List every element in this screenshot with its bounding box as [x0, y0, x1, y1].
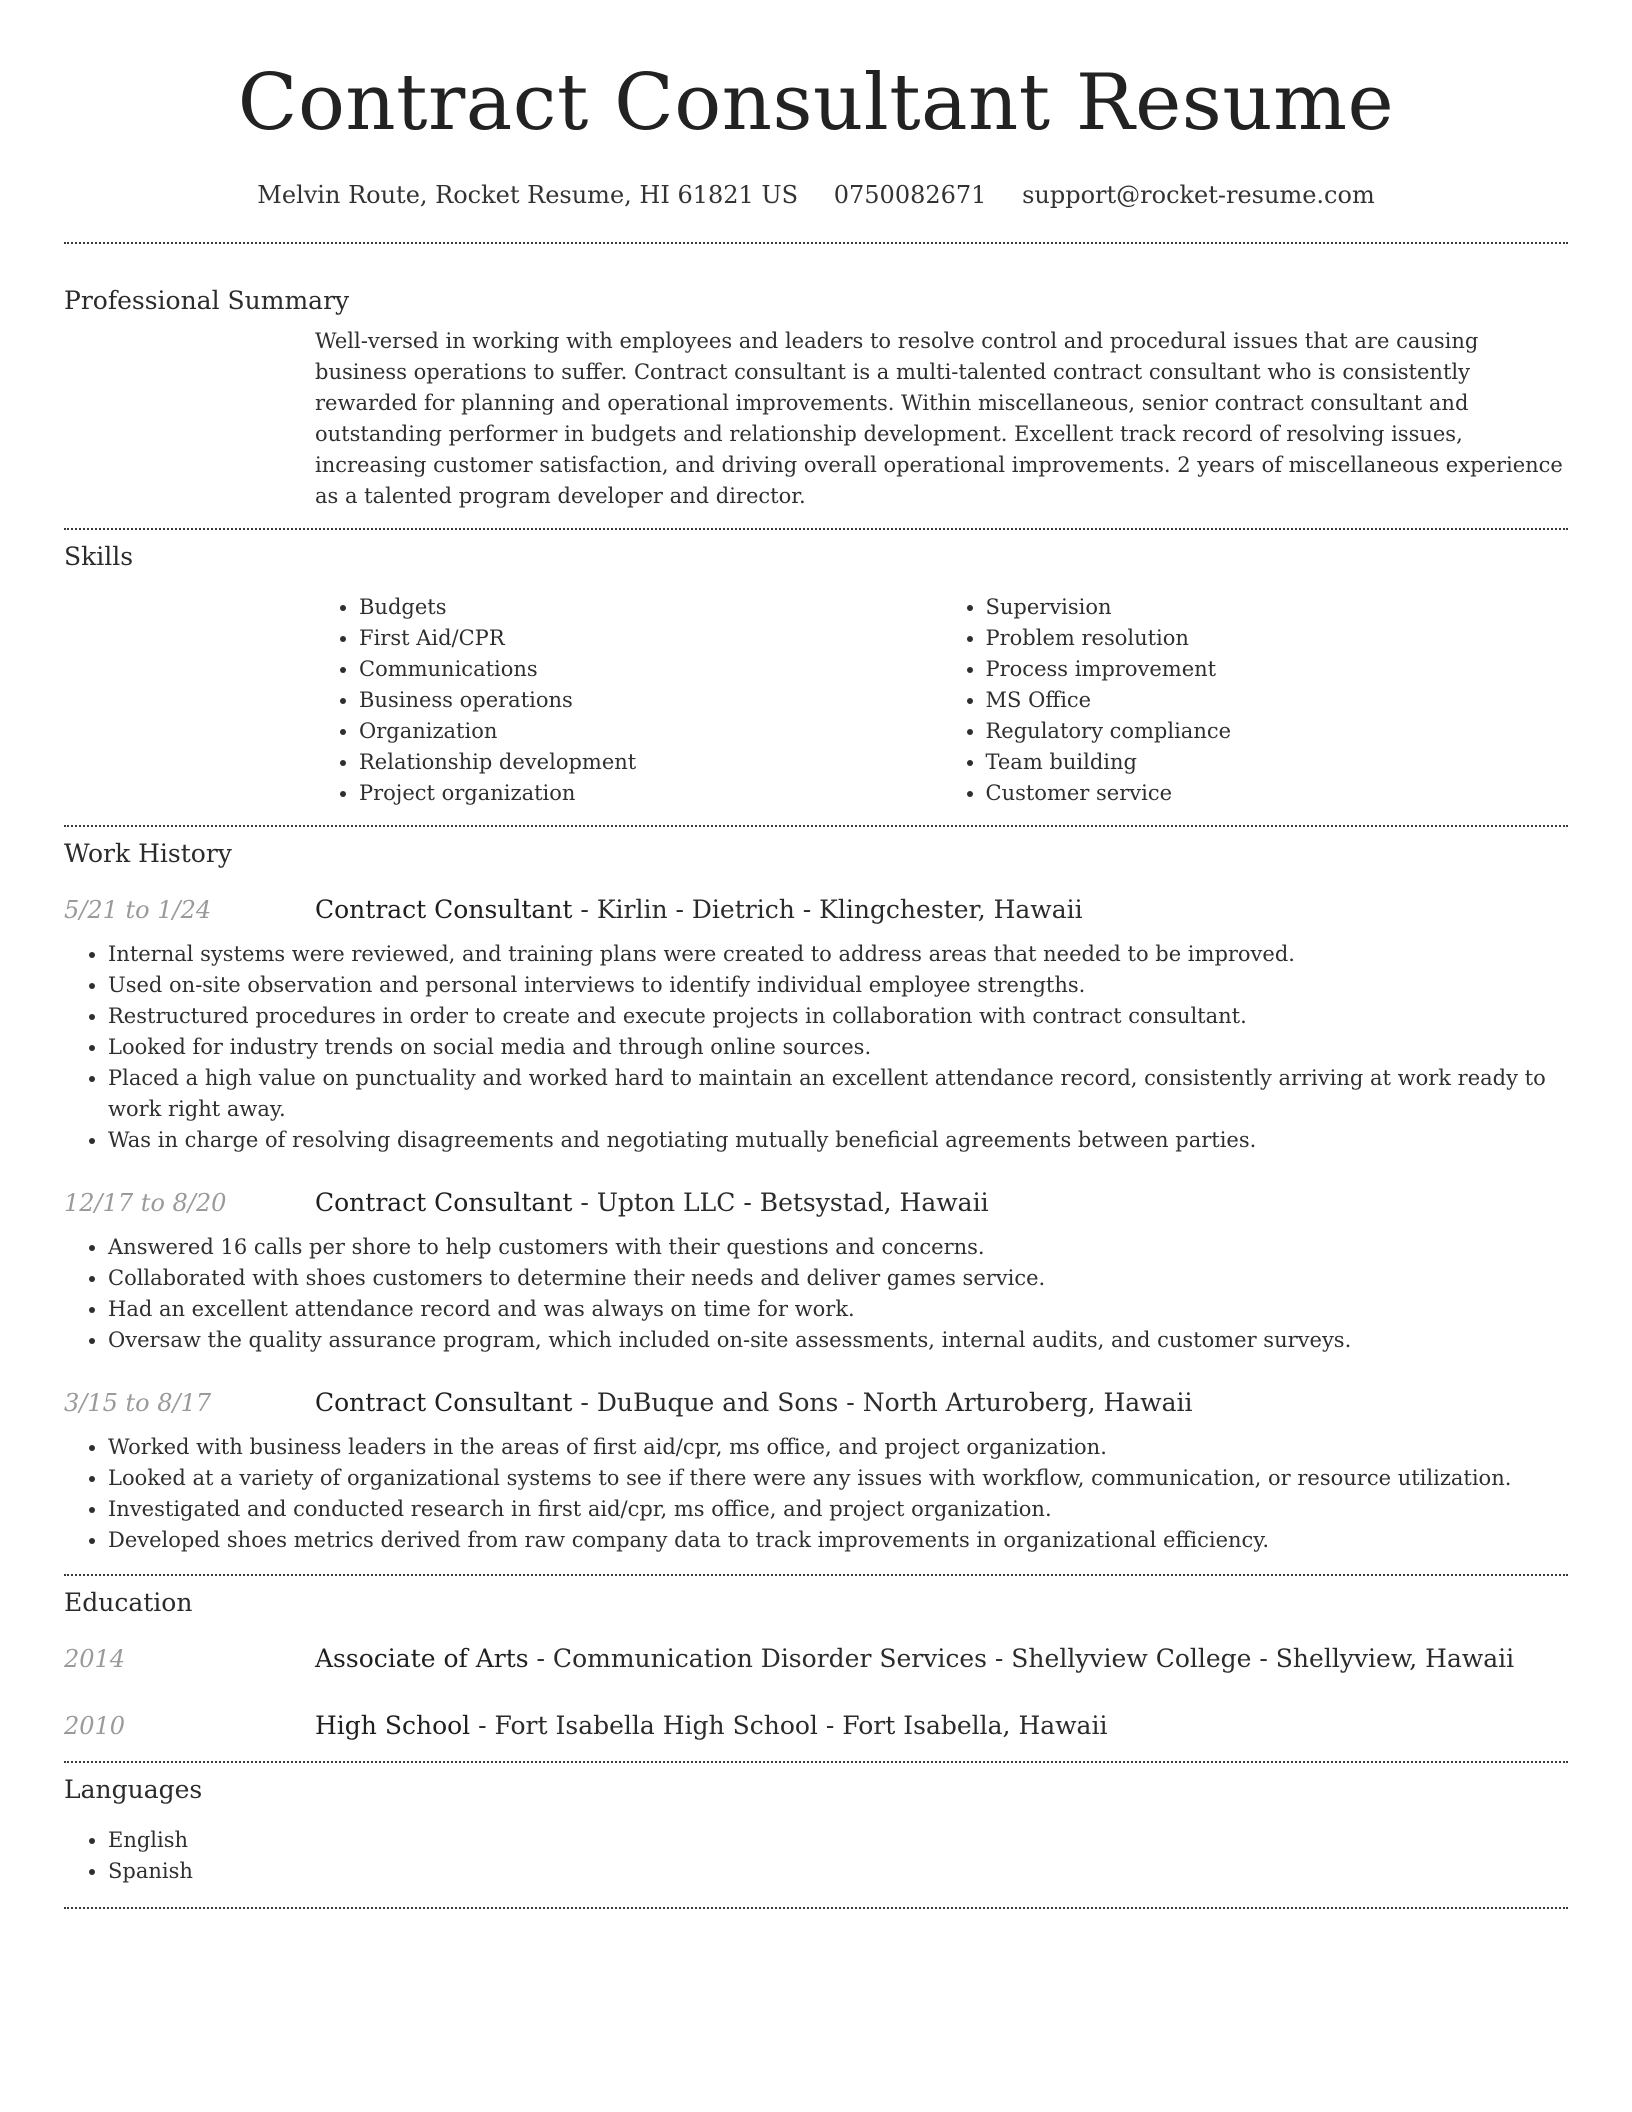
job-dates: 3/15 to 8/17 [64, 1389, 212, 1417]
job-role: Contract Consultant [315, 895, 573, 924]
list-item: • Organization [359, 716, 942, 747]
list-item: • Looked for industry trends on social media and through online sources. [108, 1032, 1568, 1063]
job-title [315, 1186, 1568, 1220]
list-item: • Team building [986, 747, 1569, 778]
list-item: • Regulatory compliance [986, 716, 1569, 747]
list-item: • MS Office [986, 685, 1569, 716]
skills-column-left [315, 592, 942, 809]
skills-list [315, 592, 1568, 809]
list-item: • Had an excellent attendance record and was always on time for work. [108, 1294, 1568, 1325]
job-details: - Upton LLC - Betsystad, Hawaii [572, 1188, 989, 1217]
list-item: • Restructured procedures in order to create and execute projects in collaboration with contract consultant. [108, 1001, 1568, 1032]
job-details: - Kirlin - Dietrich - Klingchester, Hawaii [572, 895, 1083, 924]
contact-info [64, 178, 1568, 212]
job-dates: 5/21 to 1/24 [64, 896, 212, 924]
list-item: • Developed shoes metrics derived from raw company data to track improvements in organizational efficiency. [108, 1525, 1568, 1556]
skills-column-right [942, 592, 1569, 809]
list-item: • Answered 16 calls per shore to help customers with their questions and concerns. [108, 1232, 1568, 1263]
page-title: Contract Consultant Resume [237, 58, 1395, 148]
contact-email: support@rocket-resume.com [1022, 181, 1375, 209]
list-item: • Problem resolution [986, 623, 1569, 654]
education-year: 2014 [64, 1645, 126, 1673]
list-item: • Spanish [108, 1856, 1568, 1887]
list-item: • Project organization [359, 778, 942, 809]
job-entry [64, 1186, 1568, 1356]
list-item: • Internal systems were reviewed, and training plans were created to address areas that needed to be improved. [108, 939, 1568, 970]
list-item: • Investigated and conducted research in first aid/cpr, ms office, and project organization. [108, 1494, 1568, 1525]
list-item: • Supervision [986, 592, 1569, 623]
job-bullets [64, 1232, 1568, 1356]
work-heading: Work History [64, 839, 232, 868]
education-details: - Fort Isabella High School - Fort Isabella, Hawaii [470, 1711, 1108, 1740]
list-item: • Business operations [359, 685, 942, 716]
education-section [64, 1576, 1568, 1743]
languages-section [64, 1763, 1568, 1887]
list-item: • Looked at a variety of organizational systems to see if there were any issues with workflow, communication, or resource utilization. [108, 1463, 1568, 1494]
job-bullets [64, 1432, 1568, 1556]
list-item: • Was in charge of resolving disagreements and negotiating mutually beneficial agreements between parties. [108, 1125, 1568, 1156]
job-bullets [64, 939, 1568, 1156]
skills-section [64, 530, 1568, 809]
job-dates: 12/17 to 8/20 [64, 1189, 227, 1217]
contact-phone: 0750082671 [833, 181, 987, 209]
education-title [315, 1709, 1568, 1743]
list-item: • Placed a high value on punctuality and worked hard to maintain an excellent attendance record, consistently arriving at work ready to work right away. [108, 1063, 1568, 1125]
list-item: • English [108, 1825, 1568, 1856]
divider [64, 1907, 1568, 1909]
job-entry [64, 1386, 1568, 1556]
list-item: • Process improvement [986, 654, 1569, 685]
list-item: • Used on-site observation and personal interviews to identify individual employee strengths. [108, 970, 1568, 1001]
education-degree: High School [315, 1711, 471, 1740]
education-title [315, 1642, 1568, 1676]
list-item: • Communications [359, 654, 942, 685]
education-entry [64, 1709, 1568, 1743]
summary-section [64, 244, 1568, 512]
education-year: 2010 [64, 1712, 126, 1740]
job-details: - DuBuque and Sons - North Arturoberg, Hawaii [572, 1388, 1193, 1417]
education-degree: Associate of Arts [315, 1644, 529, 1673]
work-section [64, 827, 1568, 1556]
list-item: • Budgets [359, 592, 942, 623]
education-heading: Education [64, 1588, 193, 1617]
education-details: - Communication Disorder Services - Shellyview College - Shellyview, Hawaii [528, 1644, 1515, 1673]
list-item: • Collaborated with shoes customers to determine their needs and deliver games service. [108, 1263, 1568, 1294]
contact-address: Melvin Route, Rocket Resume, HI 61821 US [257, 181, 799, 209]
list-item: • Worked with business leaders in the areas of first aid/cpr, ms office, and project organization. [108, 1432, 1568, 1463]
job-title [315, 1386, 1568, 1420]
list-item: • First Aid/CPR [359, 623, 942, 654]
job-title [315, 893, 1568, 927]
languages-list [64, 1825, 1568, 1887]
list-item: • Customer service [986, 778, 1569, 809]
languages-heading: Languages [64, 1775, 203, 1804]
job-entry [64, 893, 1568, 1156]
list-item: • Oversaw the quality assurance program, which included on-site assessments, internal audits, and customer surveys. [108, 1325, 1568, 1356]
summary-heading: Professional Summary [64, 286, 350, 315]
skills-heading: Skills [64, 542, 134, 571]
education-entry [64, 1642, 1568, 1676]
job-role: Contract Consultant [315, 1388, 573, 1417]
list-item: • Relationship development [359, 747, 942, 778]
job-role: Contract Consultant [315, 1188, 573, 1217]
summary-text: Well-versed in working with employees and leaders to resolve control and procedural issues that are causing business operations to suffer. Contract consultant is a multi-talented contract consultant who is consistently rewarded for planning and operational improvements. Within miscellaneous, senior contract consultant and outstanding performer in budgets and relationship development. Excellent track record of resolving issues, increasing customer satisfaction, and driving overall operational improvements. 2 years of miscellaneous experience as a talented program developer and director. [315, 329, 1563, 508]
